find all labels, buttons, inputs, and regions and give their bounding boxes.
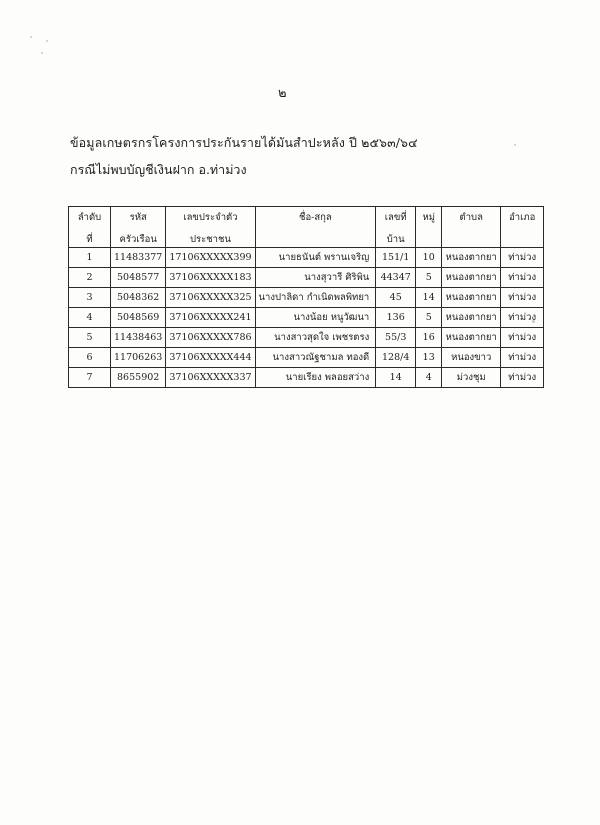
header-subdistrict: ตำบล xyxy=(442,207,501,248)
table-row xyxy=(69,348,544,368)
cell-full-name: นางสาวสุดใจ เพชรตรง xyxy=(255,328,376,348)
scan-speck xyxy=(46,40,48,42)
table-row xyxy=(69,268,544,288)
cell-district: ท่าม่วง xyxy=(501,328,544,348)
cell-house-number: 14 xyxy=(376,368,416,388)
cell-citizen-id: 17106XXXXX399 xyxy=(166,248,255,268)
table-header-row xyxy=(69,207,544,248)
cell-full-name: นางสุวารี ศิริพิน xyxy=(255,268,376,288)
cell-village-no: 16 xyxy=(416,328,442,348)
cell-citizen-id: 37106XXXXX337 xyxy=(166,368,255,388)
cell-house-number: 151/1 xyxy=(376,248,416,268)
cell-house-number: 128/4 xyxy=(376,348,416,368)
cell-citizen-id: 37106XXXXX183 xyxy=(166,268,255,288)
cell-full-name: นางปาลิดา กำเนิดพลพิทยา xyxy=(255,288,376,308)
cell-village-no: 4 xyxy=(416,368,442,388)
cell-district: ท่าม่วง xyxy=(501,268,544,288)
cell-subdistrict: หนองตากยา xyxy=(442,328,501,348)
cell-household-code: 11438463 xyxy=(111,328,166,348)
cell-citizen-id: 37106XXXXX444 xyxy=(166,348,255,368)
header-order: ลำดับ ที่ xyxy=(69,207,111,248)
cell-citizen-id: 37106XXXXX786 xyxy=(166,328,255,348)
cell-district: ท่าม่วง xyxy=(501,288,544,308)
cell-village-no: 14 xyxy=(416,288,442,308)
cell-order: 7 xyxy=(69,368,111,388)
header-household-code: รหัส ครัวเรือน xyxy=(111,207,166,248)
farmer-table xyxy=(68,206,544,388)
cell-subdistrict: หนองตากยา xyxy=(442,308,501,328)
table-row xyxy=(69,328,544,348)
header-house-number: เลขที่ บ้าน xyxy=(376,207,416,248)
scan-speck xyxy=(30,36,32,38)
cell-district: ท่าม่วง xyxy=(501,308,544,328)
cell-subdistrict: หนองตากยา xyxy=(442,248,501,268)
cell-subdistrict: หนองตากยา xyxy=(442,268,501,288)
cell-subdistrict: หนองตากยา xyxy=(442,288,501,308)
cell-order: 3 xyxy=(69,288,111,308)
table-row xyxy=(69,248,544,268)
header-full-name: ชื่อ-สกุล xyxy=(255,207,376,248)
cell-house-number: 55/3 xyxy=(376,328,416,348)
cell-house-number: 45 xyxy=(376,288,416,308)
table-row xyxy=(69,368,544,388)
table-row xyxy=(69,308,544,328)
cell-full-name: นายเรียง พลอยสว่าง xyxy=(255,368,376,388)
cell-order: 6 xyxy=(69,348,111,368)
cell-household-code: 5048569 xyxy=(111,308,166,328)
cell-full-name: นางน้อย หนูวัฒนา xyxy=(255,308,376,328)
cell-district: ท่าม่วง xyxy=(501,348,544,368)
cell-household-code: 11706263 xyxy=(111,348,166,368)
cell-subdistrict: ม่วงชุม xyxy=(442,368,501,388)
scan-speck xyxy=(41,52,43,54)
cell-district: ท่าม่วง xyxy=(501,248,544,268)
cell-order: 4 xyxy=(69,308,111,328)
cell-full-name: นายธนันต์ พรานเจริญ xyxy=(255,248,376,268)
cell-house-number: 44347 xyxy=(376,268,416,288)
header-citizen-id: เลขประจำตัว ประชาชน xyxy=(166,207,255,248)
cell-district: ท่าม่วง xyxy=(501,368,544,388)
cell-house-number: 136 xyxy=(376,308,416,328)
cell-village-no: 13 xyxy=(416,348,442,368)
cell-village-no: 10 xyxy=(416,248,442,268)
cell-full-name: นางสาวณัฐชามล ทองดี xyxy=(255,348,376,368)
cell-citizen-id: 37106XXXXX325 xyxy=(166,288,255,308)
cell-citizen-id: 37106XXXXX241 xyxy=(166,308,255,328)
scan-speck xyxy=(514,144,516,146)
table-row xyxy=(69,288,544,308)
cell-village-no: 5 xyxy=(416,268,442,288)
header-district: อำเภอ xyxy=(501,207,544,248)
header-village-no: หมู่ xyxy=(416,207,442,248)
page-number: ๒ xyxy=(278,86,287,101)
cell-household-code: 11483377 xyxy=(111,248,166,268)
cell-order: 1 xyxy=(69,248,111,268)
document-subheading: กรณีไม่พบบัญชีเงินฝาก อ.ท่าม่วง xyxy=(70,162,247,177)
cell-order: 2 xyxy=(69,268,111,288)
cell-subdistrict: หนองขาว xyxy=(442,348,501,368)
cell-household-code: 8655902 xyxy=(111,368,166,388)
cell-household-code: 5048362 xyxy=(111,288,166,308)
cell-household-code: 5048577 xyxy=(111,268,166,288)
cell-village-no: 5 xyxy=(416,308,442,328)
document-heading: ข้อมูลเกษตรกรโครงการประกันรายได้มันสำปะหลัง ปี ๒๕๖๓/๖๔ xyxy=(70,135,418,150)
cell-order: 5 xyxy=(69,328,111,348)
